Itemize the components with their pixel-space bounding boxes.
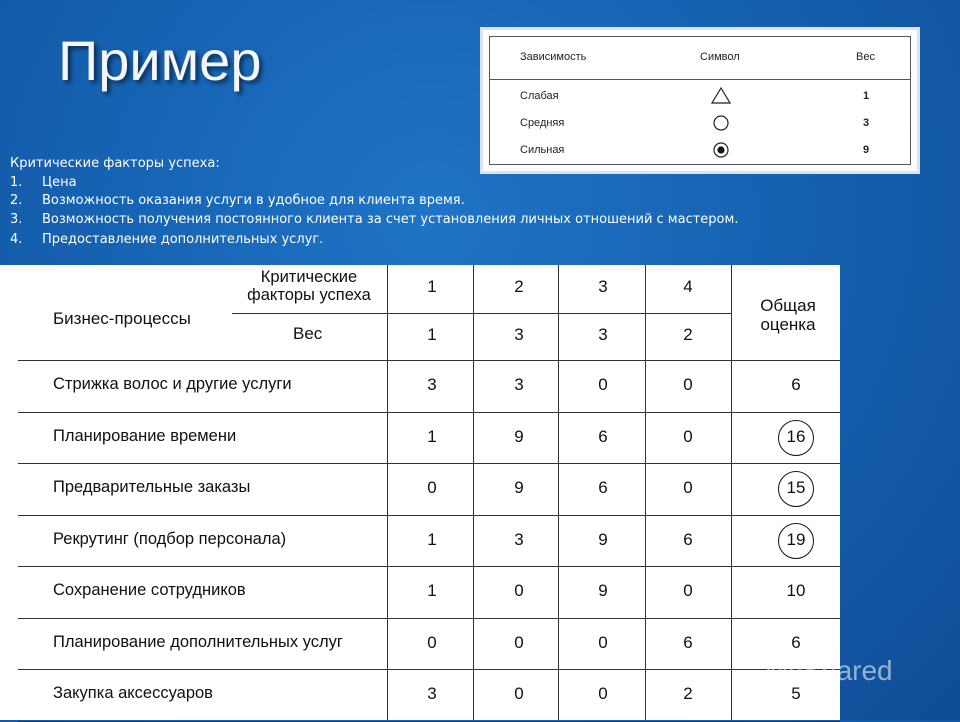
header-divider (387, 313, 731, 314)
factor-number: 2. (10, 193, 23, 208)
factors-heading: Критические факторы успеха: (10, 156, 220, 171)
weight-header: Вес (293, 324, 323, 343)
row-divider (18, 669, 840, 670)
score-cell: 0 (683, 581, 693, 600)
total-score-cell: 5 (791, 684, 801, 703)
legend-header-weight: Вес (856, 51, 875, 63)
score-cell: 3 (427, 375, 437, 394)
watermark-text: MyShared (765, 655, 893, 686)
row-divider (18, 515, 840, 516)
legend-box (480, 27, 920, 174)
evaluation-table (0, 265, 840, 720)
weight-cell: 2 (683, 325, 693, 344)
process-name: Планирование времени (53, 426, 237, 445)
factor-item (10, 211, 738, 230)
highlight-circle (778, 523, 814, 559)
factor-text: Возможность получения постоянного клиента за счет установления личных отношений с мастером. (42, 211, 739, 227)
total-score-cell: 15 (786, 478, 806, 497)
score-cell: 0 (683, 426, 693, 446)
row-divider (18, 721, 840, 722)
csf-header: Критические факторы успеха (247, 268, 371, 304)
score-cell: 6 (598, 426, 608, 446)
column-divider (473, 265, 474, 720)
score-cell: 2 (683, 684, 693, 703)
score-cell: 0 (427, 632, 437, 652)
column-divider (731, 265, 732, 720)
total-score-cell: 10 (786, 581, 806, 600)
score-cell: 1 (427, 426, 437, 446)
row-divider (18, 463, 840, 464)
slide-title: Пример (58, 29, 262, 92)
row-divider (18, 618, 840, 619)
legend-label: Слабая (520, 90, 559, 102)
legend-header (490, 37, 910, 80)
factor-text: Предоставление дополнительных услуг. (42, 232, 324, 247)
triangle-icon (711, 86, 731, 106)
factor-number-cell: 3 (598, 277, 608, 296)
score-cell: 6 (683, 632, 693, 652)
process-name: Рекрутинг (подбор персонала) (53, 529, 287, 548)
score-cell: 0 (598, 684, 608, 703)
total-score-cell: 6 (791, 375, 801, 394)
header-divider (232, 313, 387, 314)
total-score-cell: 16 (786, 426, 806, 446)
factor-number-cell: 2 (514, 277, 524, 296)
process-name: Предварительные заказы (53, 478, 251, 496)
score-cell: 0 (427, 478, 437, 497)
score-cell: 9 (598, 529, 608, 549)
highlight-circle (778, 471, 814, 507)
score-cell: 0 (598, 375, 608, 394)
score-cell: 0 (683, 375, 693, 394)
legend-header-dependency: Зависимость (520, 51, 587, 63)
factor-number: 1. (10, 174, 23, 190)
factor-item (10, 231, 323, 250)
circle-icon (711, 113, 731, 133)
legend-weight: 3 (863, 117, 870, 129)
process-name: Сохранение сотрудников (53, 581, 246, 599)
process-name: Стрижка волос и другие услуги (53, 375, 292, 393)
business-processes-header: Бизнес-процессы (53, 309, 191, 328)
score-cell: 3 (427, 684, 437, 703)
total-score-cell: 19 (786, 529, 806, 549)
score-cell: 0 (514, 581, 524, 600)
score-cell: 0 (514, 684, 524, 703)
process-name: Планирование дополнительных услуг (53, 632, 343, 651)
factor-text: Цена (42, 174, 77, 190)
process-name: Закупка аксессуаров (53, 684, 213, 702)
score-cell: 9 (598, 581, 608, 600)
score-cell: 9 (514, 426, 524, 446)
highlight-circle (778, 420, 814, 456)
row-divider (18, 360, 840, 361)
legend-frame (489, 36, 911, 165)
factor-number: 3. (10, 211, 23, 227)
legend-header-symbol: Символ (700, 51, 740, 63)
legend-label: Сильная (520, 144, 565, 156)
column-divider (387, 265, 388, 720)
score-cell: 0 (514, 632, 524, 652)
legend-weight: 1 (863, 90, 870, 102)
score-cell: 6 (598, 478, 608, 497)
column-divider (645, 265, 646, 720)
row-divider (18, 566, 840, 567)
score-cell: 0 (683, 478, 693, 497)
factor-number: 4. (10, 232, 23, 247)
critical-factors-list (0, 155, 960, 265)
weight-cell: 1 (427, 325, 437, 344)
factor-text: Возможность оказания услуги в удобное для клиента время. (42, 193, 465, 208)
legend-row-weak (490, 83, 910, 110)
factor-number-cell: 4 (683, 277, 693, 296)
factor-number-cell: 1 (427, 277, 437, 296)
weight-cell: 3 (598, 325, 608, 344)
score-cell: 1 (427, 529, 437, 549)
score-cell: 0 (598, 632, 608, 652)
weight-cell: 3 (514, 325, 524, 344)
score-cell: 9 (514, 478, 524, 497)
score-cell: 6 (683, 529, 693, 549)
legend-row-medium (490, 110, 910, 137)
score-cell: 1 (427, 581, 437, 600)
row-divider (18, 412, 840, 413)
score-cell: 3 (514, 529, 524, 549)
legend-label: Средняя (520, 117, 565, 129)
column-divider (558, 265, 559, 720)
factor-item (10, 192, 465, 211)
total-score-header: Общая оценка (760, 296, 816, 334)
factor-item (10, 174, 77, 193)
score-cell: 3 (514, 375, 524, 394)
legend-weight: 9 (863, 144, 870, 156)
total-score-cell: 6 (791, 632, 801, 652)
